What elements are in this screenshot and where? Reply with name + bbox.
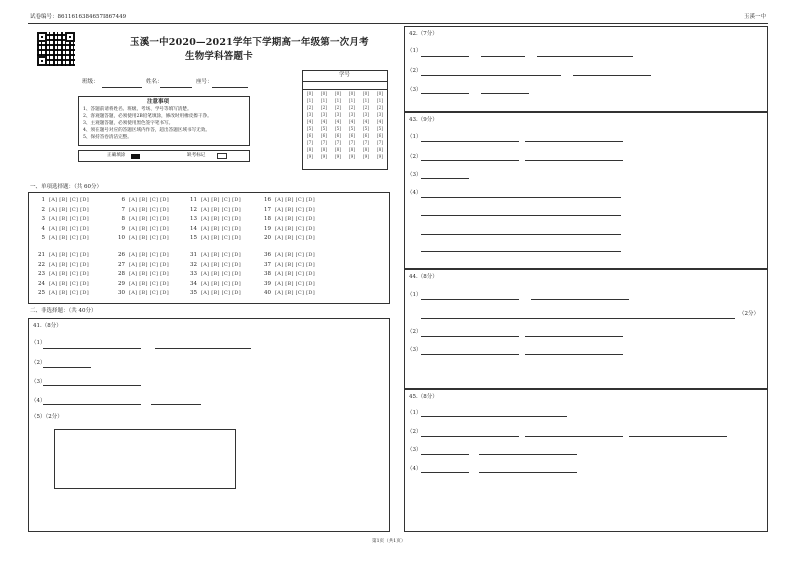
mc-options[interactable]: [A] [B] [C] [D] (275, 206, 315, 213)
mc-question-row[interactable] (35, 263, 89, 269)
q45-part2-label: （2） (407, 429, 422, 435)
mc-options[interactable]: [A] [B] [C] [D] (201, 261, 241, 268)
mc-options[interactable]: [A] [B] [C] [D] (129, 261, 169, 268)
mc-options[interactable]: [A] [B] [C] [D] (201, 280, 241, 287)
mc-question-number: 14 (190, 225, 197, 232)
mc-options[interactable]: [A] [B] [C] [D] (49, 290, 89, 296)
mc-question-row[interactable] (261, 198, 315, 204)
mc-options[interactable]: [A] [B] [C] [D] (49, 280, 89, 287)
mc-options[interactable]: [A] [B] [C] [D] (129, 235, 169, 241)
q44-answer-box (404, 269, 768, 389)
mc-options[interactable]: [A] [B] [C] [D] (49, 271, 89, 277)
q45-title: 45.（8分） (409, 394, 438, 400)
mc-question-number: 26 (118, 252, 125, 258)
section1-title: 一、单项选择题：（共 60分） (30, 184, 102, 190)
mc-question-row[interactable] (115, 217, 169, 223)
q42-part3-blank[interactable] (421, 93, 469, 94)
mc-question-number: 21 (38, 252, 45, 258)
mc-question-row[interactable] (187, 198, 241, 204)
mc-question-row[interactable] (187, 236, 241, 242)
q42-part2-label: （2） (407, 68, 422, 74)
q42-part2-blank[interactable] (421, 75, 561, 76)
q41-answer-box (28, 318, 390, 532)
q45-part2-blank[interactable] (421, 436, 519, 437)
mc-options[interactable]: [A] [B] [C] [D] (275, 271, 315, 277)
mc-question-number: 20 (264, 235, 271, 241)
q44-part1-blank[interactable] (531, 299, 629, 300)
q41-title: 41.（8分） (33, 323, 62, 329)
mc-question-number: 40 (264, 290, 271, 296)
page-subtitle: 生物学科答题卡 (185, 51, 253, 62)
q42-part3-blank[interactable] (481, 93, 529, 94)
mc-options[interactable]: [A] [B] [C] [D] (201, 197, 241, 203)
student-number-label: 学号 (339, 72, 351, 78)
mc-question-number: 32 (190, 261, 197, 268)
page-title: 玉溪一中2020—2021学年下学期高一年级第一次月考 (130, 37, 369, 48)
mc-options[interactable]: [A] [B] [C] [D] (275, 216, 315, 222)
mc-question-number: 13 (190, 216, 197, 222)
mc-question-number: 2 (41, 206, 45, 213)
mc-options[interactable]: [A] [B] [C] [D] (201, 252, 241, 258)
q43-part4-label: （4） (407, 190, 422, 196)
q43-title: 43.（9分） (409, 117, 438, 123)
q41-part1-blank[interactable] (155, 348, 251, 349)
mc-options[interactable]: [A] [B] [C] [D] (49, 216, 89, 222)
student-number-column[interactable]: [0] [1] [2] [3] [4] [5] [6] [7] [8] [9] (363, 91, 369, 159)
mc-question-number: 5 (41, 235, 45, 241)
mc-options[interactable]: [A] [B] [C] [D] (201, 206, 241, 213)
student-number-grid[interactable] (302, 70, 388, 170)
mc-answer-box (28, 192, 390, 304)
section2-title: 二、非选择题：（共 40分） (30, 308, 97, 314)
mc-options[interactable]: [A] [B] [C] [D] (275, 261, 315, 268)
seat-field[interactable] (212, 87, 248, 88)
mc-options[interactable]: [A] [B] [C] [D] (129, 225, 169, 232)
q45-part3-label: （3） (407, 447, 422, 453)
q43-part4-blank[interactable] (421, 215, 621, 216)
mc-question-number: 23 (38, 271, 45, 277)
correct-mark-label: 正确填涂 (107, 153, 126, 158)
q45-part3-blank[interactable] (421, 454, 469, 455)
mc-question-number: 34 (190, 280, 197, 287)
mc-question-number: 37 (264, 261, 271, 268)
mc-question-number: 16 (264, 197, 271, 203)
q41-part2-blank[interactable] (43, 367, 91, 368)
mc-question-number: 6 (121, 197, 125, 203)
q42-part1-blank[interactable] (537, 56, 633, 57)
mc-question-row[interactable] (115, 263, 169, 269)
notice-item: 4、须在题号对应的答题区域内作答，超出答题区域书写无效。 (83, 128, 210, 133)
mc-options[interactable]: [A] [B] [C] [D] (275, 290, 315, 296)
mc-question-row[interactable] (115, 236, 169, 242)
q43-part2-blank[interactable] (421, 160, 519, 161)
q41-part1-label: （1） (31, 340, 46, 346)
q41-drawing-box[interactable] (54, 429, 236, 489)
q42-part1-blank[interactable] (421, 56, 469, 57)
q43-part4-blank[interactable] (421, 197, 621, 198)
mc-question-row[interactable] (261, 291, 315, 297)
mc-question-row[interactable] (115, 208, 169, 214)
q44-part3-label: （3） (407, 347, 422, 353)
q41-part2-label: （2） (31, 360, 46, 366)
q41-part1-blank[interactable] (43, 348, 141, 349)
q44-part2-label: （2） (407, 329, 422, 335)
mc-options[interactable]: [A] [B] [C] [D] (129, 252, 169, 258)
mc-question-number: 15 (190, 235, 197, 241)
notice-item: 1、答题前请将姓名、班级、考场、学号等填写清楚。 (83, 107, 192, 112)
q45-part4-blank[interactable] (421, 472, 469, 473)
mc-question-row[interactable] (35, 217, 89, 223)
mc-options[interactable]: [A] [B] [C] [D] (275, 225, 315, 232)
q44-part1-blank[interactable] (421, 299, 519, 300)
mc-question-number: 12 (190, 206, 197, 213)
mc-question-row[interactable] (261, 272, 315, 278)
absent-checkbox[interactable] (217, 153, 227, 159)
mc-options[interactable]: [A] [B] [C] [D] (201, 225, 241, 232)
mc-question-row[interactable] (115, 198, 169, 204)
mc-question-number: 17 (264, 206, 271, 213)
mc-question-row[interactable] (35, 227, 89, 233)
mc-question-row[interactable] (115, 227, 169, 233)
student-number-column[interactable]: [0] [1] [2] [3] [4] [5] [6] [7] [8] [9] (321, 91, 327, 159)
mc-question-row[interactable] (187, 208, 241, 214)
q45-part3-blank[interactable] (479, 454, 577, 455)
q44-part1-long-blank[interactable] (421, 318, 735, 319)
mc-question-number: 7 (121, 206, 125, 213)
filled-bubble-icon (131, 154, 140, 159)
mc-question-number: 4 (41, 225, 45, 232)
q43-part3-label: （3） (407, 172, 422, 178)
mc-question-row[interactable] (261, 263, 315, 269)
mc-options[interactable]: [A] [B] [C] [D] (49, 197, 89, 203)
q42-part1-label: （1） (407, 48, 422, 54)
mc-options[interactable]: [A] [B] [C] [D] (49, 225, 89, 232)
student-number-column[interactable]: [0] [1] [2] [3] [4] [5] [6] [7] [8] [9] (307, 91, 313, 159)
mc-question-number: 39 (264, 280, 271, 287)
mc-options[interactable]: [A] [B] [C] [D] (129, 197, 169, 203)
mc-options[interactable]: [A] [B] [C] [D] (49, 206, 89, 213)
mc-question-row[interactable] (187, 253, 241, 259)
mc-question-row[interactable] (187, 227, 241, 233)
mc-question-row[interactable] (35, 198, 89, 204)
school-name-right: 玉溪一中 (743, 14, 766, 20)
student-number-column[interactable]: [0] [1] [2] [3] [4] [5] [6] [7] [8] [9] (377, 91, 383, 159)
mc-options[interactable]: [A] [B] [C] [D] (201, 216, 241, 222)
mc-question-row[interactable] (35, 253, 89, 259)
q42-title: 42.（7分） (409, 31, 438, 37)
mc-question-number: 22 (38, 261, 45, 268)
q43-part2-label: （2） (407, 154, 422, 160)
q41-part4-blank[interactable] (43, 404, 141, 405)
q44-part3-blank[interactable] (421, 354, 519, 355)
q44-part3-blank[interactable] (525, 354, 623, 355)
page-number: 第1页（共1页） (372, 539, 406, 544)
q43-part1-blank[interactable] (525, 141, 623, 142)
q41-part3-label: （3） (31, 379, 46, 385)
q45-part1-blank[interactable] (421, 416, 567, 417)
header-divider (28, 23, 768, 24)
q45-part4-label: （4） (407, 466, 422, 472)
mc-options[interactable]: [A] [B] [C] [D] (129, 206, 169, 213)
q45-part2-blank[interactable] (525, 436, 623, 437)
q41-part4-label: （4） (31, 398, 46, 404)
mc-question-number: 25 (38, 290, 45, 296)
mc-question-number: 28 (118, 271, 125, 277)
q43-part4-blank[interactable] (421, 234, 621, 235)
name-label: 姓名： (146, 79, 163, 85)
student-number-column[interactable]: [0] [1] [2] [3] [4] [5] [6] [7] [8] [9] (335, 91, 341, 159)
mc-question-row[interactable] (187, 291, 241, 297)
mc-options[interactable]: [A] [B] [C] [D] (49, 261, 89, 268)
mc-question-row[interactable] (261, 282, 315, 288)
q45-part2-blank[interactable] (629, 436, 727, 437)
name-field[interactable] (160, 87, 192, 88)
mc-options[interactable]: [A] [B] [C] [D] (275, 235, 315, 241)
mc-question-row[interactable] (115, 253, 169, 259)
mc-options[interactable]: [A] [B] [C] [D] (129, 216, 169, 222)
q41-part4-blank[interactable] (151, 404, 201, 405)
mc-options[interactable]: [A] [B] [C] [D] (275, 280, 315, 287)
q42-part2-blank[interactable] (573, 75, 651, 76)
mc-question-row[interactable] (35, 272, 89, 278)
class-field[interactable] (102, 87, 142, 88)
mc-question-number: 33 (190, 271, 197, 277)
marks-box (78, 150, 250, 162)
mc-question-row[interactable] (261, 208, 315, 214)
q43-part1-label: （1） (407, 134, 422, 140)
mc-question-number: 27 (118, 261, 125, 268)
mc-options[interactable]: [A] [B] [C] [D] (129, 271, 169, 277)
q44-part1-label: （1） (407, 292, 422, 298)
mc-question-row[interactable] (261, 236, 315, 242)
mc-question-number: 35 (190, 290, 197, 296)
notice-item: 2、客观题答题，必须使用2B铅笔填涂，修改时用橡皮擦干净。 (83, 114, 212, 119)
mc-question-number: 31 (190, 252, 197, 258)
notice-item: 5、保持答卷清洁完整。 (83, 135, 132, 140)
q43-answer-box (404, 112, 768, 269)
mc-question-number: 18 (264, 216, 271, 222)
mc-question-number: 1 (41, 197, 45, 203)
mc-question-number: 11 (190, 197, 197, 203)
mc-options[interactable]: [A] [B] [C] [D] (129, 280, 169, 287)
notice-item: 3、主观题答题，必须使用黑色签字笔书写。 (83, 121, 174, 126)
mc-question-number: 24 (38, 280, 45, 287)
mc-question-number: 9 (121, 225, 125, 232)
q45-answer-box (404, 389, 768, 532)
q42-part3-label: （3） (407, 87, 422, 93)
mc-question-number: 10 (118, 235, 125, 241)
q45-part1-label: （1） (407, 410, 422, 416)
q44-part2-blank[interactable] (525, 336, 623, 337)
q43-part4-blank[interactable] (421, 251, 621, 252)
q41-part5-label: （5）（2分） (31, 414, 63, 420)
mc-options[interactable]: [A] [B] [C] [D] (201, 290, 241, 296)
mc-options[interactable]: [A] [B] [C] [D] (49, 252, 89, 258)
mc-question-row[interactable] (115, 272, 169, 278)
mc-question-number: 38 (264, 271, 271, 277)
q42-answer-box (404, 26, 768, 112)
q44-title: 44.（8分） (409, 274, 438, 280)
mc-options[interactable]: [A] [B] [C] [D] (129, 290, 169, 296)
q42-part1-blank[interactable] (481, 56, 525, 57)
mc-question-row[interactable] (115, 282, 169, 288)
mc-question-number: 29 (118, 280, 125, 287)
mc-options[interactable]: [A] [B] [C] [D] (201, 235, 241, 241)
exam-id-label: 试卷编号：8611616384657I867449 (30, 14, 127, 20)
student-number-column[interactable]: [0] [1] [2] [3] [4] [5] [6] [7] [8] [9] (349, 91, 355, 159)
seat-label: 座号： (196, 79, 213, 85)
q43-part3-blank[interactable] (421, 178, 469, 179)
mc-options[interactable]: [A] [B] [C] [D] (49, 235, 89, 241)
mc-question-row[interactable] (261, 253, 315, 259)
mc-question-row[interactable] (35, 236, 89, 242)
q41-part3-blank[interactable] (43, 385, 141, 386)
mc-options[interactable]: [A] [B] [C] [D] (201, 271, 241, 277)
mc-question-number: 3 (41, 216, 45, 222)
notice-title: 注意事项 (147, 99, 170, 105)
exam-id: 8611616384657I867449 (57, 14, 127, 20)
mc-question-row[interactable] (187, 272, 241, 278)
mc-question-number: 19 (264, 225, 271, 232)
q44-part2-blank[interactable] (421, 336, 519, 337)
q45-part4-blank[interactable] (479, 472, 577, 473)
q43-part2-blank[interactable] (525, 160, 623, 161)
mc-question-row[interactable] (261, 217, 315, 223)
q44-points-note: （2分） (739, 311, 759, 317)
mc-question-number: 36 (264, 252, 271, 258)
q43-part1-blank[interactable] (421, 141, 519, 142)
mc-question-number: 8 (121, 216, 125, 222)
mc-question-row[interactable] (187, 263, 241, 269)
mc-question-row[interactable] (115, 291, 169, 297)
mc-question-row[interactable] (35, 282, 89, 288)
absent-mark-label: 缺考标记 (187, 153, 206, 158)
mc-question-row[interactable] (187, 282, 241, 288)
mc-question-row[interactable] (261, 227, 315, 233)
mc-options[interactable]: [A] [B] [C] [D] (275, 252, 315, 258)
mc-options[interactable]: [A] [B] [C] [D] (275, 197, 315, 203)
mc-question-row[interactable] (187, 217, 241, 223)
class-label: 班级： (82, 79, 99, 85)
mc-question-row[interactable] (35, 208, 89, 214)
mc-question-number: 30 (118, 290, 125, 296)
mc-question-row[interactable] (35, 291, 89, 297)
qr-code-icon (37, 32, 75, 66)
notice-box (78, 96, 250, 146)
